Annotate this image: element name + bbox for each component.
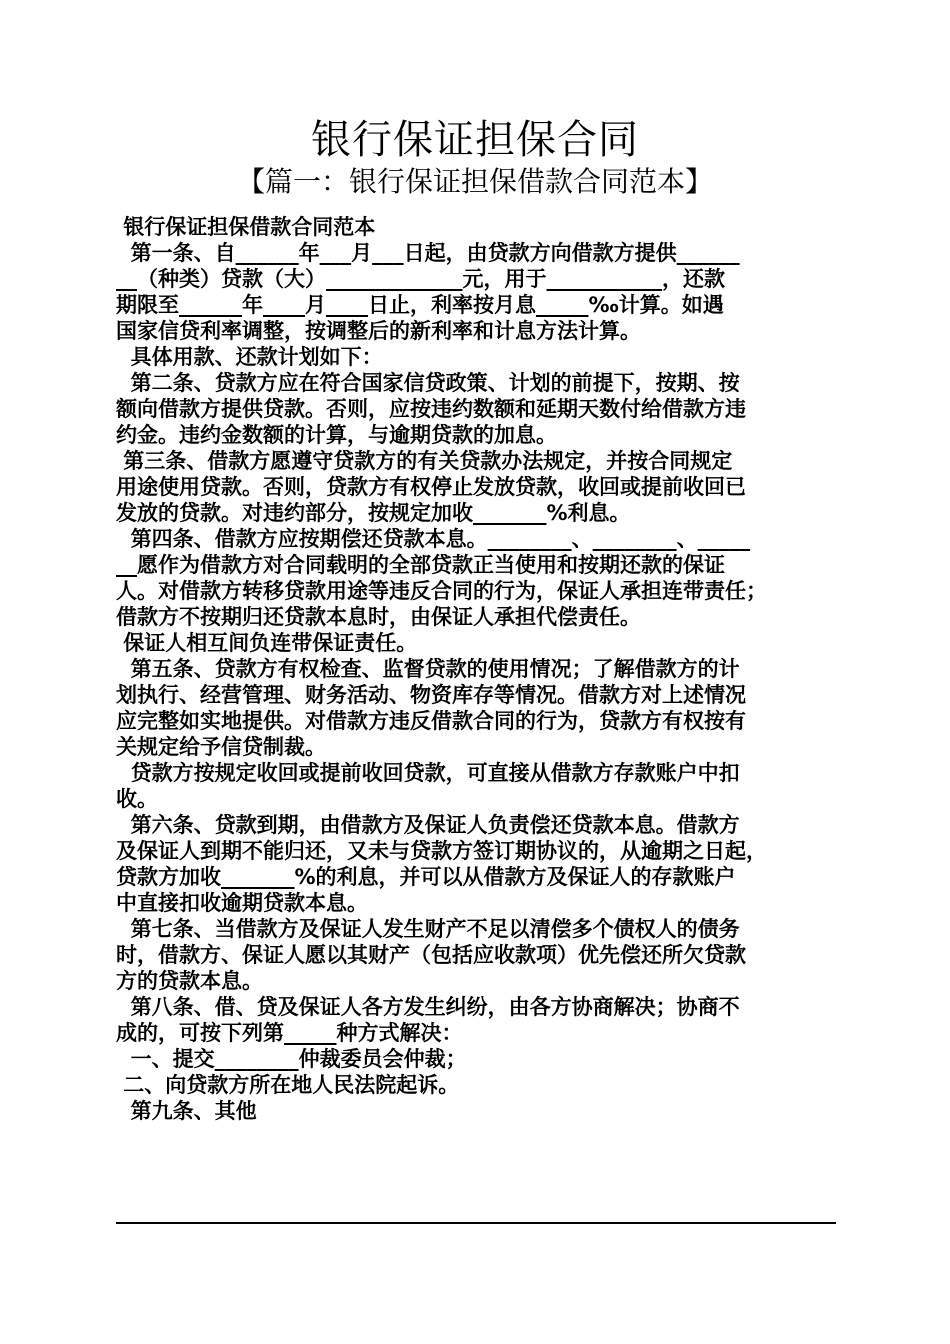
contract-line: 第三条、借款方愿遵守贷款方的有关贷款办法规定，并按合同规定 (116, 449, 733, 473)
contract-line: 约金。违约金数额的计算，与逾期贷款的加息。 (116, 423, 557, 447)
contract-line: 一、提交________仲裁委员会仲裁； (116, 1047, 467, 1071)
contract-line: 国家信贷利率调整，按调整后的新利率和计息方法计算。 (116, 319, 641, 343)
contract-line: 第八条、借、贷及保证人各方发生纠纷，由各方协商解决；协商不 (116, 995, 740, 1019)
contract-body (116, 214, 836, 1124)
contract-line: 用途使用贷款。否则，贷款方有权停止发放贷款，收回或提前收回已 (116, 475, 746, 499)
contract-line: 及保证人到期不能归还，又未与贷款方签订期协议的，从逾期之日起， (116, 839, 767, 863)
bottom-rule (116, 1222, 836, 1224)
contract-line: 贷款方加收_______%的利息，并可以从借款方及保证人的存款账户 (116, 865, 736, 889)
contract-line: 人。对借款方转移贷款用途等违反合同的行为，保证人承担连带责任； (116, 579, 767, 603)
contract-line: 第九条、其他 (116, 1099, 257, 1123)
contract-line: 第一条、自______年___月___日起，由贷款方向借款方提供______ (116, 241, 740, 265)
document-title: 银行保证担保合同 (311, 117, 639, 163)
contract-line: 划执行、经营管理、财务活动、物资库存等情况。借款方对上述情况 (116, 683, 746, 707)
contract-line: 收。 (116, 787, 158, 811)
contract-line: 第四条、借款方应按期偿还贷款本息。________、________、_____ (116, 527, 751, 551)
contract-line: __（种类）贷款（大）_____________元，用于___________，还款 (116, 267, 725, 291)
contract-line: 中直接扣收逾期贷款本息。 (116, 891, 368, 915)
contract-line: 具体用款、还款计划如下： (116, 345, 383, 369)
contract-line: 发放的贷款。对违约部分，按规定加收_______%利息。 (116, 501, 631, 525)
contract-line: 第二条、贷款方应在符合国家信贷政策、计划的前提下，按期、按 (116, 371, 740, 395)
contract-line: 时，借款方、保证人愿以其财产（包括应收款项）优先偿还所欠贷款 (116, 943, 746, 967)
contract-line: 贷款方按规定收回或提前收回贷款，可直接从借款方存款账户中扣 (116, 761, 740, 785)
document-subtitle: 【篇一：银行保证担保借款合同范本】 (236, 165, 713, 198)
contract-line: 方的贷款本息。 (116, 969, 263, 993)
contract-line: 关规定给予信贷制裁。 (116, 735, 326, 759)
contract-line: __愿作为借款方对合同载明的全部贷款正当使用和按期还款的保证 (116, 553, 725, 577)
contract-line: 期限至______年____月____日止，利率按月息_____‰计算。如遇 (116, 293, 724, 317)
contract-line: 二、向贷款方所在地人民法院起诉。 (116, 1073, 460, 1097)
contract-line: 额向借款方提供贷款。否则，应按违约数额和延期天数付给借款方违 (116, 397, 746, 421)
contract-line: 第五条、贷款方有权检查、监督贷款的使用情况；了解借款方的计 (116, 657, 740, 681)
contract-line: 保证人相互间负连带保证责任。 (116, 631, 418, 655)
contract-line: 第六条、贷款到期，由借款方及保证人负责偿还贷款本息。借款方 (116, 813, 740, 837)
contract-line: 应完整如实地提供。对借款方违反借款合同的行为，贷款方有权按有 (116, 709, 746, 733)
contract-line: 银行保证担保借款合同范本 (116, 215, 376, 239)
contract-line: 借款方不按期归还贷款本息时，由保证人承担代偿责任。 (116, 605, 641, 629)
contract-line: 成的，可按下列第_____种方式解决： (116, 1021, 463, 1045)
contract-line: 第七条、当借款方及保证人发生财产不足以清偿多个债权人的债务 (116, 917, 740, 941)
